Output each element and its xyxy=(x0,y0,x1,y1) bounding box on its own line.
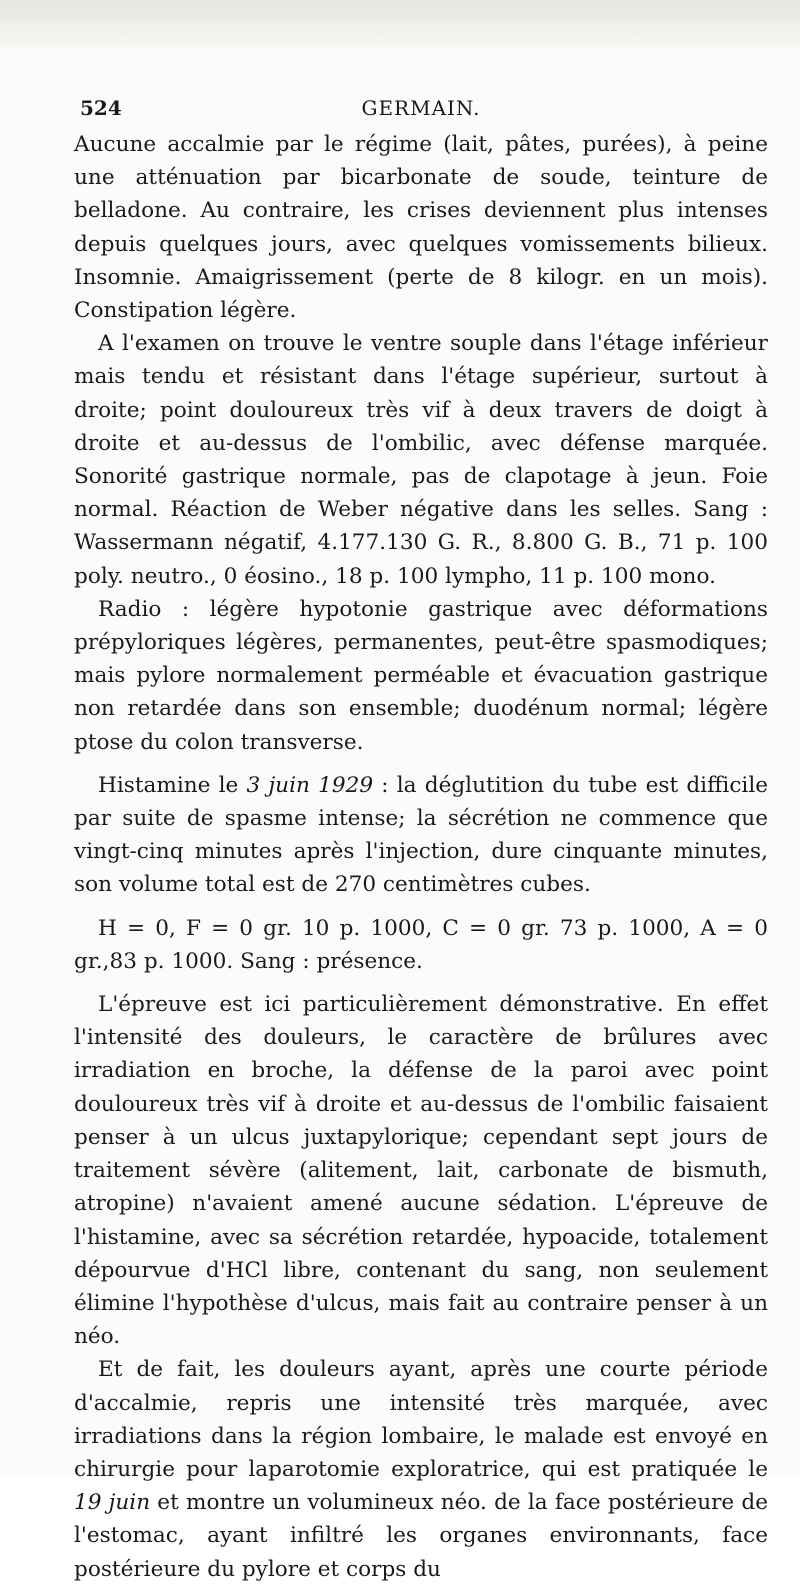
paragraph-histamine-rest: : la déglutition du tube est difficile par suite de spasme intense; la sécrétion ne commence que vingt-cinq minutes après l'injection, dure cinquante minutes, son volume total est de 270 centimètres cubes. xyxy=(74,772,768,898)
paragraph-outcome-rest: et montre un volumineux néo. de la face postérieure de l'estomac, ayant infiltré les organes environnants, face postérieure du pylore et corps du xyxy=(74,1490,769,1582)
scan-shadow xyxy=(0,0,800,55)
paragraph-discussion: L'épreuve est ici particulièrement démonstrative. En effet l'intensité des douleurs, le caractère de brûlures avec irradiation en broche, la défense de la paroi avec point douloureux très vif à droite et au-dessus de l'ombilic faisaient penser à un ulcus juxtapylorique; cependant sept jours de traitement sévère (alitement, lait, carbonate de bismuth, atropine) n'avaient amené aucune sédation. L'épreuve de l'histamine, avec sa sécrétion retardée, hypoacide, totalement dépourvue d'HCl libre, contenant du sang, non seulement élimine l'hypothèse d'ulcus, mais fait au contraire penser à un néo. xyxy=(74,992,768,1350)
running-title: GERMAIN. xyxy=(361,96,481,120)
paragraph-histamine xyxy=(74,769,768,902)
page-body xyxy=(74,92,768,1586)
paragraph-radio: Radio : légère hypotonie gastrique avec déformations prépyloriques légères, permanentes, peut-être spasmodiques; mais pylore normalement perméable et évacuation gastrique non retardée dans son ensemble; duodénum normal; légère ptose du colon transverse. xyxy=(74,596,768,755)
surgery-date: 19 juin xyxy=(74,1490,151,1516)
paragraph-outcome xyxy=(74,1353,768,1585)
running-head xyxy=(74,92,768,128)
paragraph-examination: A l'examen on trouve le ventre souple dans l'étage inférieur mais tendu et résistant dans l'étage supérieur, surtout à droite; point douloureux très vif à deux travers de doigt à droite et au-dessus de l'ombilic, avec défense marquée. Sonorité gastrique normale, pas de clapotage à jeun. Foie normal. Réaction de Weber négative dans les selles. Sang : Wassermann négatif, 4.177.130 G. R., 8.800 G. B., 71 p. 100 poly. neutro., 0 éosino., 18 p. 100 lympho, 11 p. 100 mono. xyxy=(74,331,768,589)
paragraph-outcome-lead: Et de fait, les douleurs ayant, après une courte période d'accalmie, repris une intensité très marquée, avec irradiations dans la région lombaire, le malade est envoyé en chirurgie pour laparotomie exploratrice, qui est pratiquée le xyxy=(74,1357,768,1482)
paragraph-formula: H = 0, F = 0 gr. 10 p. 1000, C = 0 gr. 73 p. 1000, A = 0 gr.,83 p. 1000. Sang : présence. xyxy=(74,915,768,974)
paragraph-symptoms: Aucune accalmie par le régime (lait, pâtes, purées), à peine une atténuation par bicarbonate de soude, teinture de belladone. Au contraire, les crises deviennent plus intenses depuis quelques jours, avec quelques vomissements bilieux. Insomnie. Amaigrissement (perte de 8 kilogr. en un mois). Constipation légère. xyxy=(74,132,768,324)
paragraph-histamine-lead: Histamine le xyxy=(98,772,247,798)
page-number: 524 xyxy=(80,96,122,120)
histamine-date: 3 juin 1929 xyxy=(246,772,374,798)
